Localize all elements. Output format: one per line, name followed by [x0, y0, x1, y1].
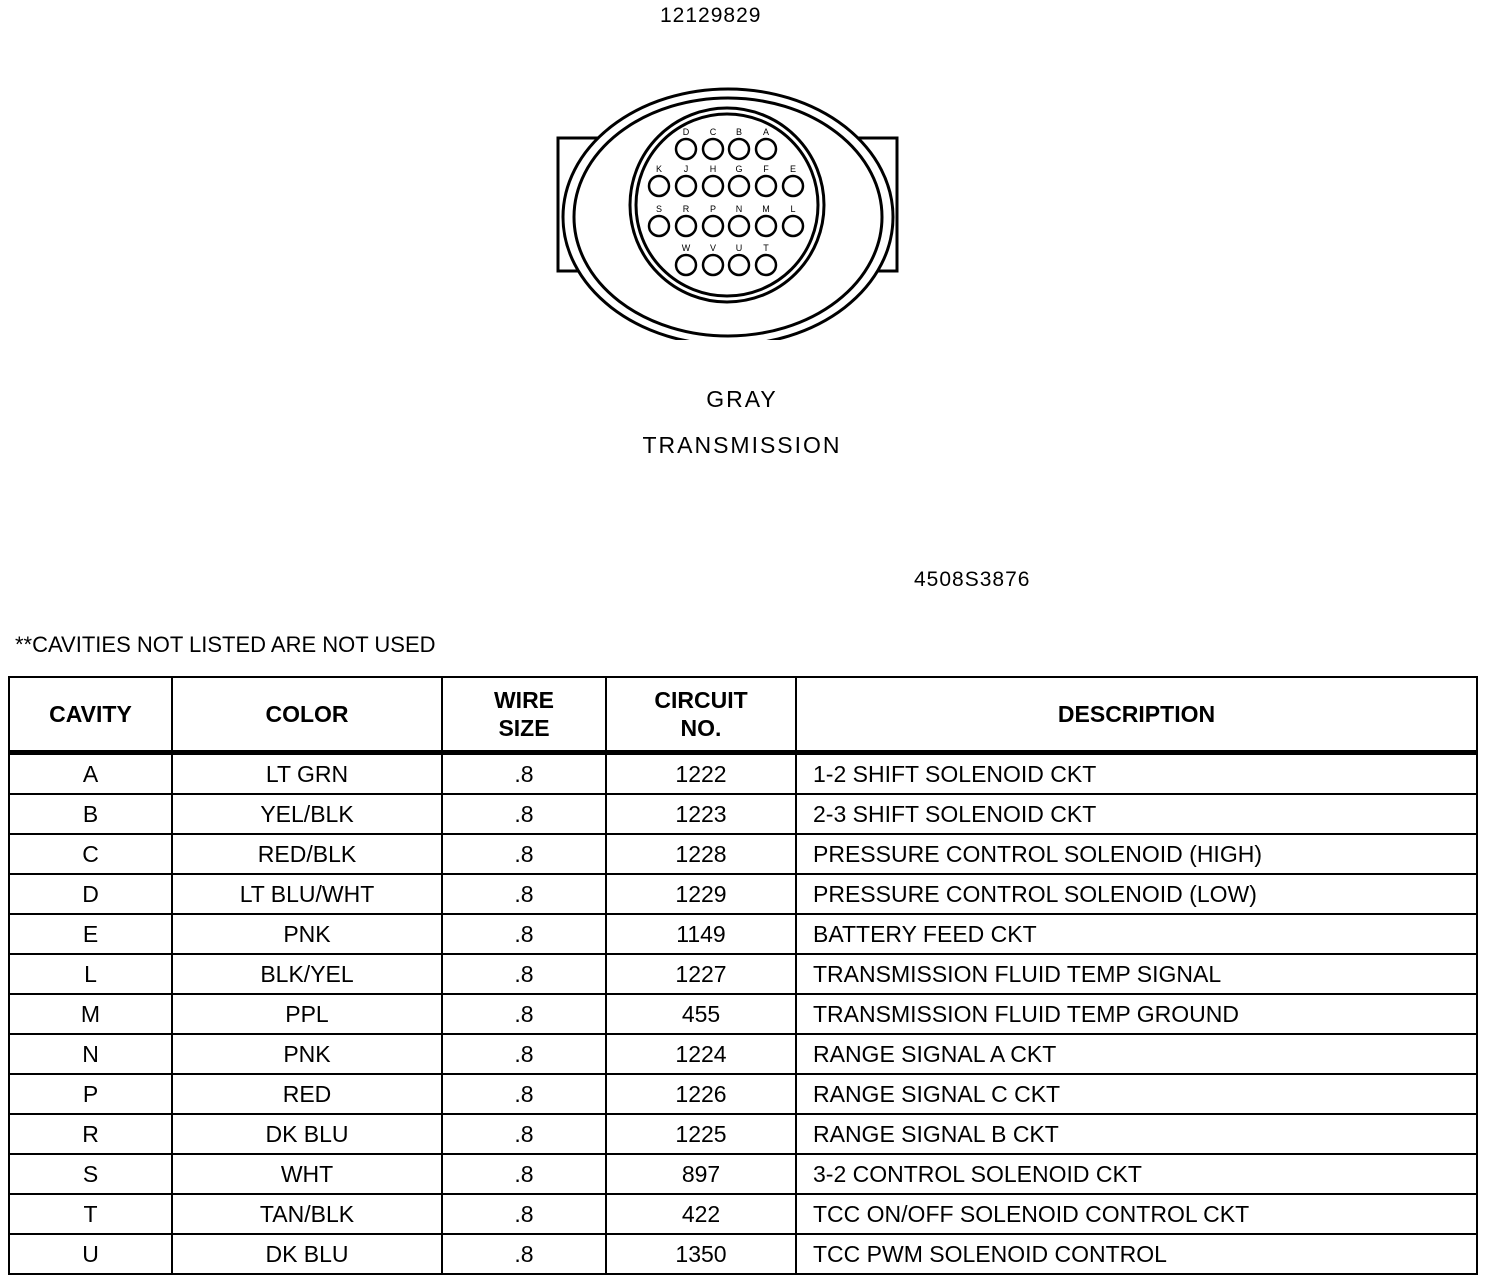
cell-circuit-no: 1228: [606, 834, 796, 874]
header-wire-size: [442, 677, 606, 753]
cell-wire-size: .8: [442, 914, 606, 954]
cavity-p: [703, 216, 723, 236]
table-row: [9, 1034, 1477, 1074]
cavity-label-e: E: [789, 164, 797, 174]
cell-color: YEL/BLK: [172, 794, 442, 834]
cell-circuit-no: 1222: [606, 753, 796, 795]
cavity-label-d: D: [682, 127, 690, 137]
wire-table: [8, 676, 1478, 1275]
cell-description: RANGE SIGNAL C CKT: [796, 1074, 1477, 1114]
cavity-b: [729, 139, 749, 159]
header-color: COLOR: [172, 677, 442, 753]
cavity-m: [756, 216, 776, 236]
cavity-label-w: W: [681, 243, 691, 253]
cell-description: 1-2 SHIFT SOLENOID CKT: [796, 753, 1477, 795]
cell-circuit-no: 1227: [606, 954, 796, 994]
cavity-v: [703, 255, 723, 275]
cell-cavity: A: [9, 753, 172, 795]
header-wire-size-line2: SIZE: [498, 715, 550, 741]
cavity-s: [649, 216, 669, 236]
cavity-label-s: S: [655, 204, 663, 214]
cell-cavity: P: [9, 1074, 172, 1114]
cell-color: RED/BLK: [172, 834, 442, 874]
header-wire-size-line1: WIRE: [493, 687, 555, 713]
cavity-label-u: U: [735, 243, 743, 253]
cell-color: LT BLU/WHT: [172, 874, 442, 914]
cavity-d: [676, 139, 696, 159]
cell-description: RANGE SIGNAL A CKT: [796, 1034, 1477, 1074]
cell-wire-size: .8: [442, 994, 606, 1034]
cavity-label-v: V: [709, 243, 717, 253]
cell-color: PNK: [172, 914, 442, 954]
table-body: [9, 753, 1477, 1275]
cell-wire-size: .8: [442, 874, 606, 914]
cell-color: PNK: [172, 1034, 442, 1074]
cell-color: WHT: [172, 1154, 442, 1194]
cavity-a: [756, 139, 776, 159]
cavity-label-m: M: [762, 204, 770, 214]
table-row: [9, 1234, 1477, 1274]
cavity-label-a: A: [762, 127, 770, 137]
cell-wire-size: .8: [442, 753, 606, 795]
table-row: [9, 753, 1477, 795]
cavity-label-r: R: [682, 204, 690, 214]
table-row: [9, 794, 1477, 834]
cell-wire-size: .8: [442, 954, 606, 994]
cell-circuit-no: 1350: [606, 1234, 796, 1274]
cell-description: PRESSURE CONTROL SOLENOID (HIGH): [796, 834, 1477, 874]
cell-circuit-no: 422: [606, 1194, 796, 1234]
header-circuit-line2: NO.: [680, 715, 722, 741]
cell-cavity: D: [9, 874, 172, 914]
cell-color: DK BLU: [172, 1234, 442, 1274]
cell-color: BLK/YEL: [172, 954, 442, 994]
cavity-label-g: G: [735, 164, 743, 174]
cell-cavity: C: [9, 834, 172, 874]
cell-cavity: M: [9, 994, 172, 1034]
table-row: [9, 834, 1477, 874]
cell-wire-size: .8: [442, 1034, 606, 1074]
diagram-code: 4508S3876: [914, 568, 1031, 591]
connector-part-number: 12129829: [660, 4, 762, 27]
cell-description: TCC PWM SOLENOID CONTROL: [796, 1234, 1477, 1274]
cavity-g: [729, 176, 749, 196]
table-row: [9, 874, 1477, 914]
cavity-label-f: F: [763, 164, 769, 174]
header-description: DESCRIPTION: [796, 677, 1477, 753]
connector-face-diagram: [555, 70, 905, 340]
cavity-w: [676, 255, 696, 275]
cell-circuit-no: 897: [606, 1154, 796, 1194]
cavity-e: [783, 176, 803, 196]
cavity-label-c: C: [709, 127, 717, 137]
unused-cavities-note: **CAVITIES NOT LISTED ARE NOT USED: [15, 632, 436, 657]
cell-color: LT GRN: [172, 753, 442, 795]
cavity-f: [756, 176, 776, 196]
cell-circuit-no: 1225: [606, 1114, 796, 1154]
cavity-l: [783, 216, 803, 236]
cell-cavity: U: [9, 1234, 172, 1274]
cell-description: BATTERY FEED CKT: [796, 914, 1477, 954]
cell-description: 3-2 CONTROL SOLENOID CKT: [796, 1154, 1477, 1194]
cavity-h: [703, 176, 723, 196]
header-circuit-no: [606, 677, 796, 753]
cell-wire-size: .8: [442, 1154, 606, 1194]
table-row: [9, 914, 1477, 954]
table-row: [9, 1154, 1477, 1194]
cavity-label-k: K: [655, 164, 663, 174]
cell-description: TCC ON/OFF SOLENOID CONTROL CKT: [796, 1194, 1477, 1234]
table-row: [9, 954, 1477, 994]
cavity-r: [676, 216, 696, 236]
cell-wire-size: .8: [442, 1194, 606, 1234]
cell-color: TAN/BLK: [172, 1194, 442, 1234]
cell-cavity: T: [9, 1194, 172, 1234]
connector-color-label: GRAY: [706, 386, 778, 412]
cell-description: PRESSURE CONTROL SOLENOID (LOW): [796, 874, 1477, 914]
cell-wire-size: .8: [442, 1234, 606, 1274]
cavity-label-n: N: [735, 204, 743, 214]
cell-color: PPL: [172, 994, 442, 1034]
cavity-label-h: H: [709, 164, 717, 174]
cavity-n: [729, 216, 749, 236]
cell-wire-size: .8: [442, 1114, 606, 1154]
cell-circuit-no: 1229: [606, 874, 796, 914]
cell-wire-size: .8: [442, 1074, 606, 1114]
cavity-label-p: P: [709, 204, 717, 214]
cavity-j: [676, 176, 696, 196]
cell-cavity: L: [9, 954, 172, 994]
header-circuit-line1: CIRCUIT: [654, 687, 748, 713]
table-row: [9, 1074, 1477, 1114]
cavity-u: [729, 255, 749, 275]
cell-cavity: B: [9, 794, 172, 834]
cavity-label-l: L: [790, 204, 796, 214]
cell-circuit-no: 1226: [606, 1074, 796, 1114]
cell-cavity: S: [9, 1154, 172, 1194]
cell-description: RANGE SIGNAL B CKT: [796, 1114, 1477, 1154]
cell-cavity: E: [9, 914, 172, 954]
cell-color: DK BLU: [172, 1114, 442, 1154]
cell-circuit-no: 1223: [606, 794, 796, 834]
cell-cavity: R: [9, 1114, 172, 1154]
cell-wire-size: .8: [442, 794, 606, 834]
cavity-label-t: T: [763, 243, 769, 253]
cell-description: TRANSMISSION FLUID TEMP SIGNAL: [796, 954, 1477, 994]
header-cavity: CAVITY: [9, 677, 172, 753]
cell-color: RED: [172, 1074, 442, 1114]
table-row: [9, 1194, 1477, 1234]
cell-description: 2-3 SHIFT SOLENOID CKT: [796, 794, 1477, 834]
cell-cavity: N: [9, 1034, 172, 1074]
cell-circuit-no: 1224: [606, 1034, 796, 1074]
cavity-c: [703, 139, 723, 159]
connector-name-label: TRANSMISSION: [642, 432, 842, 458]
table-row: [9, 994, 1477, 1034]
cavity-label-b: B: [735, 127, 743, 137]
table-header-row: [9, 677, 1477, 753]
table-row: [9, 1114, 1477, 1154]
cell-description: TRANSMISSION FLUID TEMP GROUND: [796, 994, 1477, 1034]
cell-circuit-no: 455: [606, 994, 796, 1034]
cavity-label-j: J: [683, 164, 689, 174]
cavity-t: [756, 255, 776, 275]
cell-wire-size: .8: [442, 834, 606, 874]
cell-circuit-no: 1149: [606, 914, 796, 954]
cavity-k: [649, 176, 669, 196]
